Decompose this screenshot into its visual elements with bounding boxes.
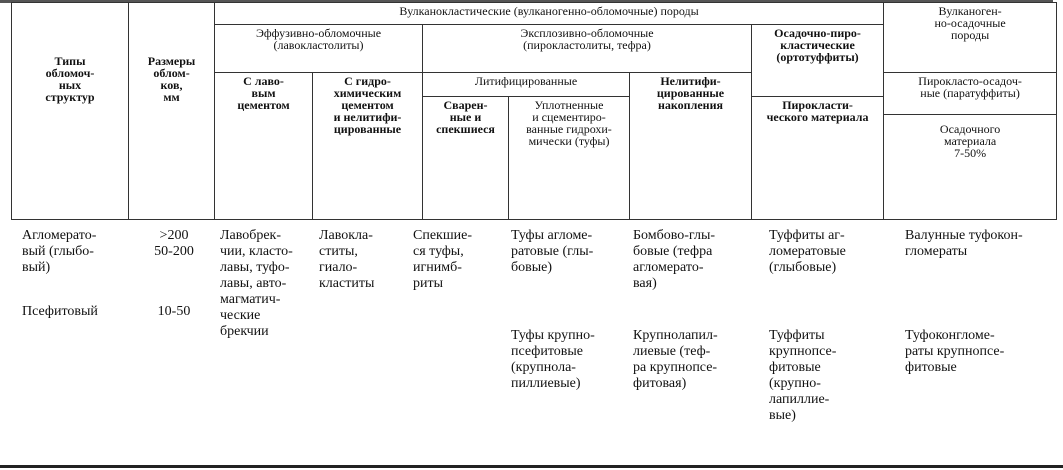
- row-structure-type: Псефитовый: [22, 304, 98, 319]
- header-fragment-sizes: Размеры облом- ков, мм: [129, 3, 215, 220]
- classification-table-header: [11, 2, 1057, 220]
- header-lava-cement: С лаво- вым цементом: [215, 73, 313, 220]
- row-compacted: Туфы крупно- псефитовые (крупнола- пиллиевые): [511, 328, 595, 391]
- header-unlithified: Нелитифи- цированные накопления: [630, 73, 752, 220]
- row-unlithified: Крупнолапил- лиевые (теф- ра крупнопсе- фитовая): [633, 328, 718, 391]
- row-unlithified: Бомбово-глы- бовые (тефра агломерато- вая): [633, 228, 716, 291]
- row-lava-cement: Лавобрек- чии, класто- лавы, туфо- лавы, авто- магматич- ческие брекчии: [220, 228, 293, 339]
- row-sedimentary: Туфоконгломе- раты крупнопсе- фитовые: [905, 328, 1005, 375]
- row-fragment-size: 10-50: [157, 304, 191, 319]
- classification-table-body: [18, 228, 1058, 424]
- row-compacted: Туфы агломе- ратовые (глы- бовые): [511, 228, 594, 275]
- row-pyroclastic: Туффиты крупнопсе- фитовые (крупно- лапиллие- вые): [769, 328, 837, 423]
- row-pyroclastic: Туффиты аг- ломератовые (глыбовые): [769, 228, 846, 275]
- header-compacted-tuffs: Уплотненные и сцементиро- ванные гидрохи- мически (туфы): [509, 97, 630, 220]
- header-welded: Сварен- ные и спекшиеся: [423, 97, 509, 220]
- header-sedimentary-material: Осадочного материала 7-50%: [884, 115, 1057, 220]
- header-lithified: Литифицированные: [423, 73, 630, 97]
- header-structure-types: Типы обломоч- ных структур: [12, 3, 129, 220]
- header-explosive-clastic: Эксплозивно-обломочные (пирокластолиты, тефра): [423, 25, 752, 73]
- header-pyroclastic-material: Пирокласти- ческого материала: [752, 97, 884, 220]
- header-hydrochemical-cement: С гидро- химическим цементом и нелитифи- цированные: [313, 73, 423, 220]
- header-pyroclastic-sedimentary: Пирокласто-осадоч- ные (паратуффиты): [884, 73, 1057, 115]
- header-volcanoclastic-rocks: Вулканокластические (вулканогенно-обломочные) породы: [215, 3, 884, 25]
- header-volcanogenic-sedimentary-rocks: Вулканоген- но-осадочные породы: [884, 3, 1057, 73]
- row-sedimentary: Валунные туфокон- гломераты: [905, 228, 1023, 259]
- table-row: [18, 328, 1058, 424]
- bottom-rule: [0, 465, 1063, 468]
- header-sedimentary-pyroclastic: Осадочно-пиро- кластические (ортотуффиты): [752, 25, 884, 97]
- row-hydrochemical-cement: Лавокла- ститы, гиало- кластиты: [319, 228, 375, 291]
- row-structure-type: Агломерато- вый (глыбо- вый): [22, 228, 97, 275]
- header-effusive-clastic: Эффузивно-обломочные (лавокластолиты): [215, 25, 423, 73]
- row-fragment-size: >200 50-200: [154, 228, 194, 259]
- row-welded: Спекшие- ся туфы, игнимб- риты: [413, 228, 472, 291]
